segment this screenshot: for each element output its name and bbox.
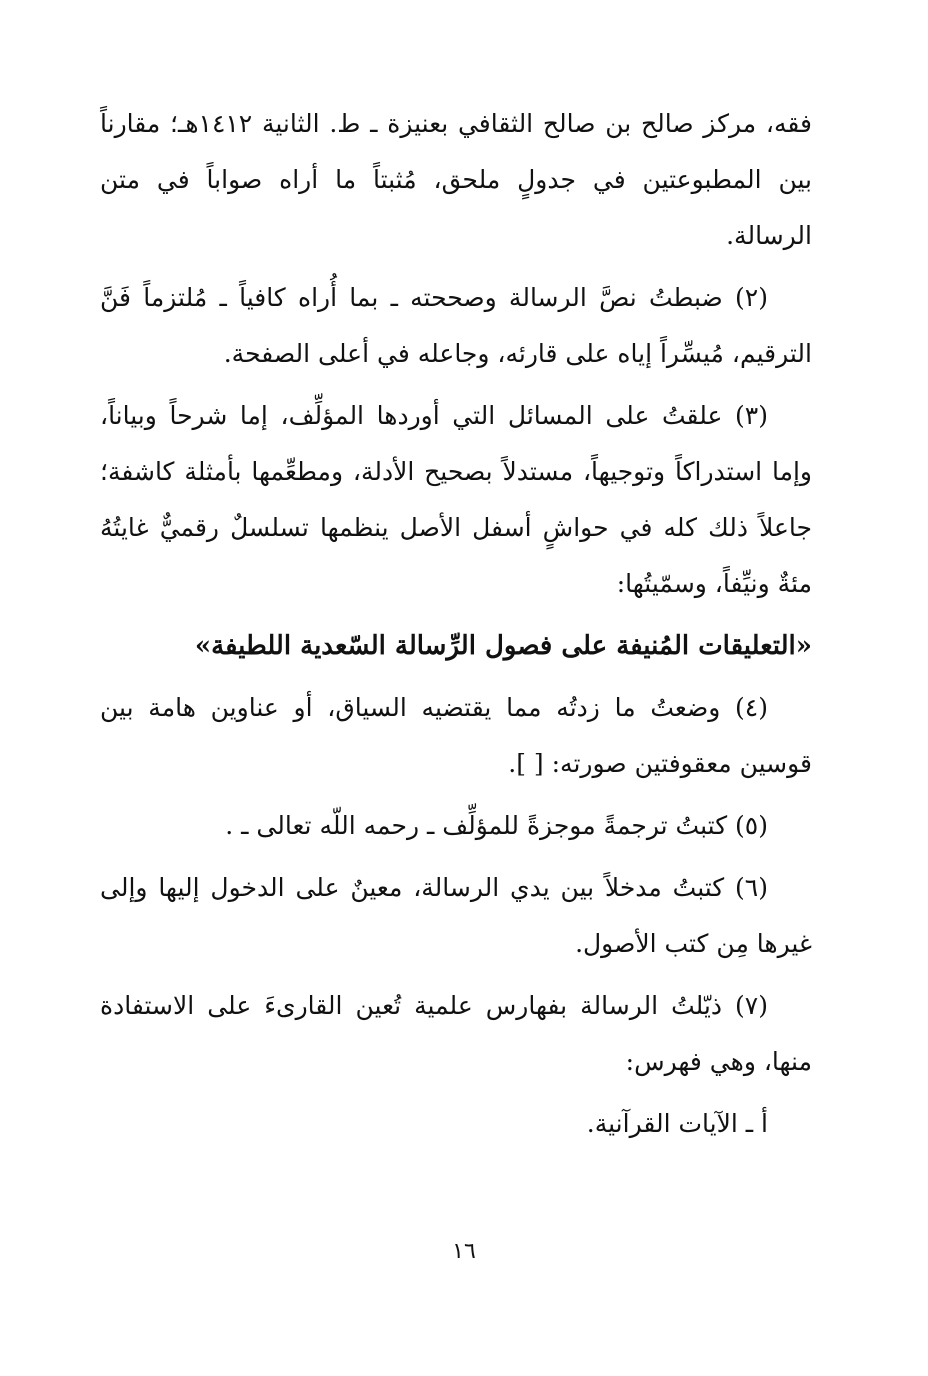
commentary-title: «التعليقات المُنيفة على فصول الرِّسالة السّعدية اللطيفة» — [194, 631, 812, 661]
paragraph-item-4: (٤) وضعتُ ما زدتُه مما يقتضيه السياق، أو عناوين هامة بين قوسين معقوفتين صورته: [ ]. — [100, 693, 812, 778]
paragraph-item-2: (٢) ضبطتُ نصَّ الرسالة وصححته ـ بما أُراه كافياً ـ مُلتزماً فَنَّ الترقيم، مُيسِّراً إياه على قارئه، وجاعله في أعلى الصفحة. — [100, 283, 812, 368]
page-number: ١٦ — [452, 1239, 476, 1264]
paragraph-item-6: (٦) كتبتُ مدخلاً بين يدي الرسالة، معينٌ على الدخول إليها وإلى غيرها مِن كتب الأصول. — [100, 873, 812, 958]
body-text — [100, 96, 812, 1158]
list-item-quranic-verses: أ ـ الآيات القرآنية. — [586, 1109, 768, 1138]
paragraph-item-7: (٧) ذيّلتُ الرسالة بفهارس علمية تُعين القارىءَ على الاستفادة منها، وهي فهرس: — [100, 991, 812, 1076]
paragraph-intro-continuation: فقه، مركز صالح بن صالح الثقافي بعنيزة ـ ط. الثانية ١٤١٢هـ؛ مقارناً بين المطبوعتين في جدولٍ ملحق، مُثبتاً ما أراه صواباً في متن الرسالة. — [100, 109, 812, 250]
paragraph-item-3: (٣) علقتُ على المسائل التي أوردها المؤلِّف، إما شرحاً وبياناً، وإما استدراكاً وتوجيهاً، مستدلاً بصحيح الأدلة، ومطعِّمها بأمثلة كاشفة؛ جاعلاً ذلك كله في حواشٍ أسفل الأصل ينظمها تسلسلٌ رقميٌّ غايتُهُ مئةٌ ونيِّفاً، وسمّيتُها: — [100, 401, 812, 598]
paragraph-item-5: (٥) كتبتُ ترجمةً موجزةً للمؤلِّف ـ رحمه اللّه تعالى ـ . — [225, 811, 768, 840]
